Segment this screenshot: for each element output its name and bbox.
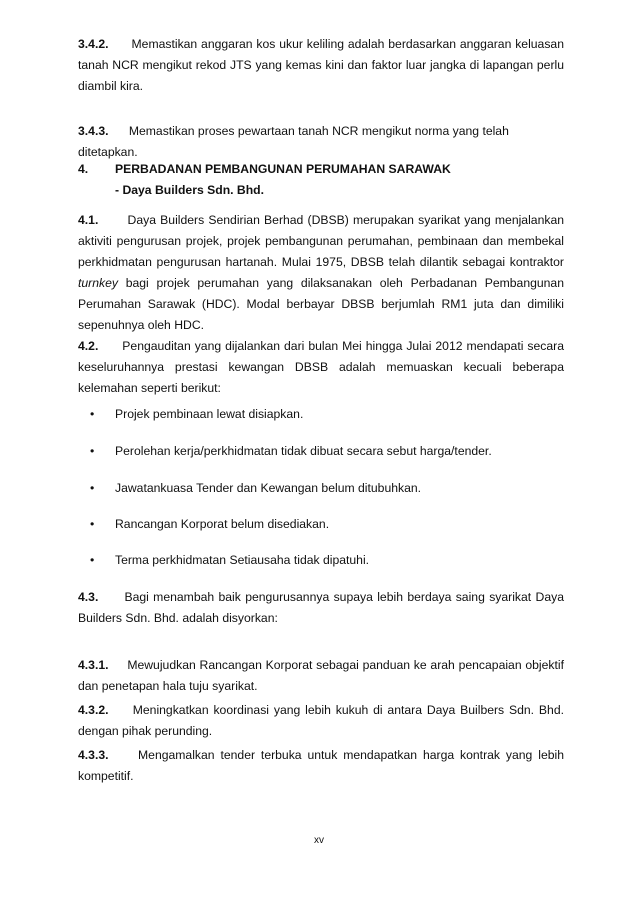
section-heading-4 [78,159,564,201]
paragraph-text: Bagi menambah baik pengurusannya supaya lebih berdaya saing syarikat Daya Builders Sdn. Bhd. adalah disyorkan: [78,590,564,625]
bullet-icon: • [90,407,95,421]
section-number: 4.3.2. [78,703,109,717]
paragraph-4-3-2 [78,700,564,742]
paragraph-3-4-3 [78,121,564,163]
list-item-text: Projek pembinaan lewat disiapkan. [115,407,304,421]
list-item-text: Perolehan kerja/perkhidmatan tidak dibuat secara sebut harga/tender. [115,444,492,458]
bullet-icon: • [90,481,95,495]
italic-term: turnkey [78,276,118,290]
paragraph-3-4-2 [78,34,564,97]
section-number: 4.3. [78,590,99,604]
section-number: 4. [78,162,89,176]
paragraph-text: Meningkatkan koordinasi yang lebih kukuh di antara Daya Builbers Sdn. Bhd. dengan pihak perunding. [78,703,564,738]
page-number: xv [314,835,324,846]
paragraph-text: Memastikan proses pewartaan tanah NCR mengikut norma yang telah ditetapkan. [78,124,509,159]
bullet-icon: • [90,444,95,458]
bullet-icon: • [90,553,95,567]
section-number: 4.2. [78,339,99,353]
section-number: 3.4.3. [78,124,109,138]
paragraph-text: Memastikan anggaran kos ukur keliling adalah berdasarkan anggaran keluasan tanah NCR mengikut rekod JTS yang kemas kini dan faktor luar jangka di lapangan perlu diambil kira. [78,37,564,93]
paragraph-text-continued: bagi projek perumahan yang dilaksanakan oleh Perbadanan Pembangunan Perumahan Sarawak (HDC). Modal berbayar DBSB berjumlah RM1 juta dan dimiliki sepenuhnya oleh HDC. [78,276,564,332]
section-number: 4.3.1. [78,658,109,672]
paragraph-text: Mewujudkan Rancangan Korporat sebagai panduan ke arah pencapaian objektif dan penetapan hala tuju syarikat. [78,658,564,693]
section-number: 4.1. [78,213,99,227]
bullet-icon: • [90,517,95,531]
section-subtitle: - Daya Builders Sdn. Bhd. [115,183,264,197]
section-number: 3.4.2. [78,37,109,51]
list-item-text: Rancangan Korporat belum disediakan. [115,517,330,531]
section-number: 4.3.3. [78,748,109,762]
paragraph-4-3-3 [78,745,564,787]
section-title: PERBADANAN PEMBANGUNAN PERUMAHAN SARAWAK [115,162,451,176]
list-item-text: Jawatankuasa Tender dan Kewangan belum ditubuhkan. [115,481,422,495]
paragraph-4-3 [78,587,564,629]
paragraph-text: Daya Builders Sendirian Berhad (DBSB) merupakan syarikat yang menjalankan aktiviti pengurusan projek, projek pembangunan perumahan, pembinaan dan membekal perkhidmatan pengurusan hartanah. Mulai 1975, DBSB telah dilantik sebagai kontraktor [78,213,564,269]
list-item-text: Terma perkhidmatan Setiausaha tidak dipatuhi. [115,553,370,567]
paragraph-4-1 [78,210,564,336]
paragraph-4-2 [78,336,564,399]
paragraph-text: Mengamalkan tender terbuka untuk mendapatkan harga kontrak yang lebih kompetitif. [78,748,564,783]
paragraph-4-3-1 [78,655,564,697]
paragraph-text: Pengauditan yang dijalankan dari bulan Mei hingga Julai 2012 mendapati secara keseluruhannya prestasi kewangan DBSB adalah memuaskan kecuali beberapa kelemahan seperti berikut: [78,339,564,395]
